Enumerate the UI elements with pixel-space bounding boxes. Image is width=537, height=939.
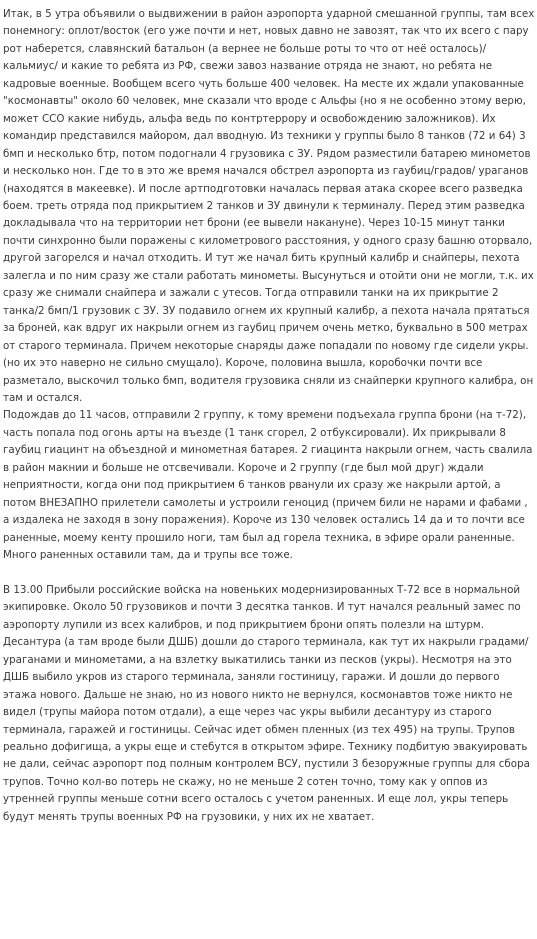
- post-body: [3, 6, 535, 826]
- paragraph-morning-assault: Итак, в 5 утра объявили о выдвижении в район аэропорта ударной смешанной группы, там всех понемногу: оплот/восток (его уже почти и нет, новых давно не завозят, так что их всего с пару рот наберется, славянский батальон (а вернее не больше роты то что от неё осталось)/кальмиус/ и какие то ребята из РФ, свежи завоз название отряда не знают, но ребята не кадровые военные. Вообщем всего чуть больше 400 человек. На месте их ждали упакованные "космонавты" около 60 человек, мне сказали что вроде с Альфы (но я не особенно этому верю, может ССО какие нибудь, альфа ведь по контртеррору и освобождению заложников). Их командир представился майором, дал вводную. Из техники у группы было 8 танков (72 и 64) 3 бмп и несколько бтр, потом подогнали 4 грузовика с ЗУ. Рядом разместили батарею минометов и несколько нон. Где то в это же время начался обстрел аэропорта из гаубиц/градов/ ураганов (находятся в макеевке). И после артподготовки началась первая атака скорее всего разведка боем. треть отряда под прикрытием 2 танков и ЗУ двинули к терминалу. Перед этим разведка докладывала что на территории нет брони (ее вывели накануне). Через 10-15 минут танки почти синхронно были поражены с километрового расстояния, у одного сразу башню оторвало, другой загорелся и начал отходить. И тут же начал бить крупный калибр и снайперы, пехота залегла и по ним сразу же стали работать минометы. Высунуться и отойти они не могли, т.к. их сразу же снимали снайпера и зажали с утесов. Тогда отправили танки на их прикрытие 2 танка/2 бмп/1 грузовик с ЗУ. ЗУ подавило огнем их крупный калибр, а пехота начала прятаться за броней, как вдруг их накрыли огнем из гаубиц причем очень метко, буквально в 500 метрах от старого терминала. Причем некоторые снаряды даже попадали по новому где сидели укры. (но их это наверно не сильно смущало). Короче, половина вышла, коробочки почти все разметало, выскочил только бмп, водителя грузовика сняли из снайперки крупного калибра, он там и остался.: [3, 8, 535, 404]
- paragraph-spacer: [3, 565, 535, 582]
- paragraph-russian-forces: В 13.00 Прибыли российские войска на новеньких модернизированных Т-72 все в нормальной экипировке. Около 50 грузовиков и почти 3 десятка танков. И тут начался реальный замес по аэропорту лупили из всех калибров, и под прикрытием брони опять полезли на штурм. Десантура (а там вроде были ДШБ) дошли до старого терминала, как тут их накрыли градами/ураганами и минометами, а на взлетку выкатились танки из песков (укры). Несмотря на это ДШБ выбило укров из старого терминала, заняли гостиницу, гаражи. И дошли до первого этажа нового. Дальше не знаю, но из нового никто не вернулся, космонавтов тоже никто не видел (трупы майора потом отдали), а еще через час укры выбили десантуру из старого терминала, гаражей и гостиницы. Сейчас идет обмен пленных (из тех 495) на трупы. Трупов реально дофигища, а укры еще и стебутся в открытом эфире. Технику подбитую эвакуировать не дали, сейчас аэропорт под полным контролем ВСУ, пустили 3 безоружные группы для сбора трупов. Точно кол-во потерь не скажу, но не меньше 2 сотен точно, тому как у оппов из утренней группы меньше сотни всего осталось с учетом раненных. И еще лол, укры теперь будут менять трупы военных РФ на грузовики, у них их не хватает.: [3, 583, 530, 823]
- paragraph-second-group: Подождав до 11 часов, отправили 2 группу, к тому времени подъехала группа брони (на т-72), часть попала под огонь арты на въезде (1 танк сгорел, 2 отбуксировали). Их прикрывали 8 гаубиц гиацинт на объездной и минометная батарея. 2 гиацинта накрыли огнем, часть свалила в район макнии и больше не отсвечивали. Короче и 2 группу (где был мой друг) ждали неприятности, когда они под прикрытием 6 танков рванули их сразу же накрыли артой, а потом ВНЕЗАПНО прилетели самолеты и устроили геноцид (причем били не нарами и фабами , а издалека не заходя в зону поражения). Короче из 130 человек остались 14 да и то почти все раненные, моему кенту прошило ноги, там был ад горела техника, в эфире орали раненные. Много раненных оставили там, да и трупы все тоже.: [3, 409, 533, 562]
